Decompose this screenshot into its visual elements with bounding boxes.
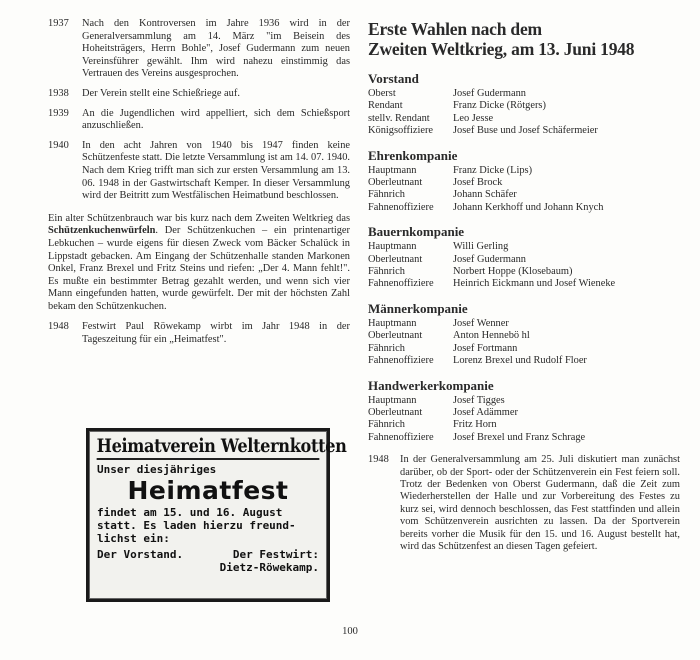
- role-label: Hauptmann: [368, 164, 417, 176]
- left-column: [48, 18, 350, 354]
- group-heading: Ehrenkompanie: [368, 147, 458, 163]
- role-name: Leo Jesse: [453, 112, 494, 124]
- paragraph-text-b: . Der Schützenkuchen – ein printenartiger Lebkuchen – wurde eigens für diesen Zweck vom Bäcker Schalück in Lippstadt gebacken. Am Eingang der Schützenhalle standen Markonen Onkel, Franz Brexel und Fritz Steins und riefen: „Der 4. Mann fehlt!". Es mußte ein bestimmter Betrag gezahlt werden, und wenn sich vier Mann eingefunden hatten, wurde gewürfelt. Der mit der höchsten Zahl bekam den Schützenkuchen.: [48, 225, 350, 312]
- role-row: [368, 165, 680, 177]
- title-line: Zweiten Weltkrieg, am 13. Juni 1948: [368, 39, 635, 59]
- role-row: [368, 189, 680, 201]
- role-name: Norbert Hoppe (Klosebaum): [453, 266, 573, 278]
- role-row: [368, 125, 680, 137]
- role-label: Hauptmann: [368, 241, 417, 253]
- entry-text: Nach den Kontroversen im Jahre 1936 wird in der Generalversammlung am 14. März "im Beisein des Hoheitsträgers, Herrn Bohle", Josef Gudermann zum neuen Vereinsführer gewählt. Ihm wird nahezu einstimmig das Vertrauen des Vereins ausgesprochen.: [82, 18, 350, 80]
- clipping-line: lichst ein:: [97, 532, 170, 545]
- role-row: [368, 318, 680, 330]
- role-row: [368, 419, 680, 431]
- role-label: Fahnenoffiziere: [368, 201, 434, 213]
- entry-text: In der Generalversammlung am 25. Juli diskutiert man zunächst darüber, ob der Sport- oder der Schützenverein ein Fest feiern soll. Trotz der Bedenken von Oberst Gudermann, daß die Zeit zum Wiederherstellen der Halle und zur Vorbereitung des Festes zu kurz sei, wird dennoch beschlossen, das Fest stattfinden und allein vom Schützenverein ausrichten zu lassen. Da der Sportverein bereits vorher die Musik für den 15. und 16. August bestellt hat, wird das Schützenfest an diesen Tagen gefeiert.: [400, 454, 680, 552]
- role-name: Josef Gudermann: [453, 253, 527, 265]
- chronicle-entry-1937: [48, 18, 350, 81]
- role-name: Josef Buse und Josef Schäfermeier: [453, 125, 598, 137]
- role-label: Fahnenoffiziere: [368, 278, 434, 290]
- role-label: Oberleutnant: [368, 253, 423, 265]
- role-row: [368, 241, 680, 253]
- section-title: [368, 19, 680, 59]
- role-name: Josef Wenner: [453, 317, 509, 329]
- role-name: Willi Gerling: [453, 241, 509, 253]
- role-row: [368, 343, 680, 355]
- right-column: [368, 19, 680, 553]
- role-row: [368, 278, 680, 290]
- role-label: Rendant: [368, 100, 403, 112]
- paragraph-bold-term: Schützenkuchenwürfeln: [48, 225, 156, 237]
- clipping-line: Dietz-Röwekamp.: [219, 561, 319, 574]
- role-label: Oberleutnant: [368, 406, 423, 418]
- role-name: Heinrich Eickmann und Josef Wieneke: [453, 278, 616, 290]
- role-label: Fahnenoffiziere: [368, 431, 434, 443]
- page-number: 100: [342, 626, 358, 637]
- role-label: Fähnrich: [368, 189, 405, 201]
- group-heading: Männerkompanie: [368, 300, 468, 316]
- role-row: [368, 202, 680, 214]
- role-label: Fähnrich: [368, 266, 405, 278]
- role-row: [368, 177, 680, 189]
- group-vorstand: [368, 71, 680, 138]
- role-name: Josef Gudermann: [453, 88, 527, 99]
- role-label: Fahnenoffiziere: [368, 355, 434, 367]
- group-heading: Handwerkerkompanie: [368, 377, 494, 393]
- clipping-line: Der Festwirt:: [232, 548, 319, 561]
- role-label: Königsoffiziere: [368, 125, 434, 137]
- role-row: [368, 266, 680, 278]
- role-name: Franz Dicke (Rötgers): [453, 100, 546, 112]
- role-name: Josef Tigges: [453, 394, 505, 406]
- role-row: [368, 88, 680, 100]
- role-name: Josef Fortmann: [453, 342, 518, 354]
- role-name: Fritz Horn: [453, 419, 497, 431]
- role-row: [368, 432, 680, 444]
- schuetzenkuchen-paragraph: [48, 213, 350, 314]
- role-label: Oberleutnant: [368, 330, 423, 342]
- chronicle-entry-1948-left: [48, 321, 350, 346]
- role-label: Hauptmann: [368, 317, 417, 329]
- clipping-signature-row: [97, 548, 319, 561]
- role-name: Lorenz Brexel und Rudolf Floer: [453, 355, 587, 367]
- role-label: Fähnrich: [368, 342, 405, 354]
- entry-text: An die Jugendlichen wird appelliert, sich dem Schießsport anzuschließen.: [82, 107, 350, 132]
- clipping-line: statt. Es laden hierzu freund-: [97, 519, 296, 532]
- newspaper-clipping: [86, 428, 347, 602]
- group-bauernkompanie: [368, 224, 680, 291]
- group-handwerkerkompanie: [368, 378, 680, 445]
- role-row: [368, 330, 680, 342]
- clipping-big-title: Heimatfest: [127, 476, 289, 505]
- role-row: [368, 100, 680, 112]
- group-maennerkompanie: [368, 301, 680, 368]
- group-heading: Bauernkompanie: [368, 224, 465, 240]
- role-name: Anton Hennebö hl: [453, 330, 530, 342]
- role-label: stellv. Rendant: [368, 112, 430, 124]
- clipping-headline: Heimatverein Welternkotten: [97, 435, 320, 460]
- role-label: Hauptmann: [368, 394, 417, 406]
- clipping-line: Unser diesjähriges: [97, 463, 217, 476]
- entry-year: 1948: [48, 321, 69, 333]
- paragraph-text-a: Ein alter Schützenbrauch war bis kurz nach dem Zweiten Weltkrieg das: [48, 212, 350, 224]
- entry-year: 1948: [368, 454, 389, 466]
- entry-text: Der Verein stellt eine Schießriege auf.: [82, 87, 240, 99]
- group-ehrenkompanie: [368, 148, 680, 215]
- title-line: Erste Wahlen nach dem: [368, 19, 542, 39]
- clipping-line: Der Vorstand.: [97, 548, 184, 561]
- entry-text: Festwirt Paul Röwekamp wirbt im Jahr 1948 in der Tageszeitung für ein „Heimatfest".: [82, 321, 350, 346]
- role-name: Josef Brock: [453, 177, 503, 189]
- entry-year: 1940: [48, 139, 69, 151]
- role-row: [368, 407, 680, 419]
- role-name: Josef Brexel und Franz Schrage: [453, 431, 586, 443]
- chronicle-entry-1948-right: [368, 454, 680, 553]
- role-label: Fähnrich: [368, 419, 405, 431]
- chronicle-entry-1938: [48, 88, 350, 101]
- chronicle-entry-1940: [48, 140, 350, 203]
- role-name: Josef Adämmer: [453, 406, 518, 418]
- role-row: [368, 395, 680, 407]
- role-row: [368, 113, 680, 125]
- entry-text: In den acht Jahren von 1940 bis 1947 finden keine Schützenfeste statt. Die letzte Versammlung ist am 14. 07. 1940. Nach dem Krieg trifft man sich zur ersten Versammlung am 13. 06. 1948 in der Gastwirtschaft Kemper. In dieser Versammlung wird der Beitritt zum Westfälischen Heimatbund beschlossen.: [82, 139, 350, 202]
- role-row: [368, 355, 680, 367]
- role-name: Johann Schäfer: [453, 189, 517, 201]
- role-name: Johann Kerkhoff und Johann Knych: [453, 201, 604, 213]
- entry-year: 1938: [48, 87, 69, 99]
- role-label: Oberst: [368, 88, 396, 99]
- entry-year: 1937: [48, 18, 69, 29]
- entry-year: 1939: [48, 107, 69, 119]
- group-heading: Vorstand: [368, 71, 419, 86]
- chronicle-entry-1939: [48, 108, 350, 133]
- clipping-line: findet am 15. und 16. August: [97, 506, 283, 519]
- role-name: Franz Dicke (Lips): [453, 164, 533, 176]
- role-label: Oberleutnant: [368, 177, 423, 189]
- role-row: [368, 254, 680, 266]
